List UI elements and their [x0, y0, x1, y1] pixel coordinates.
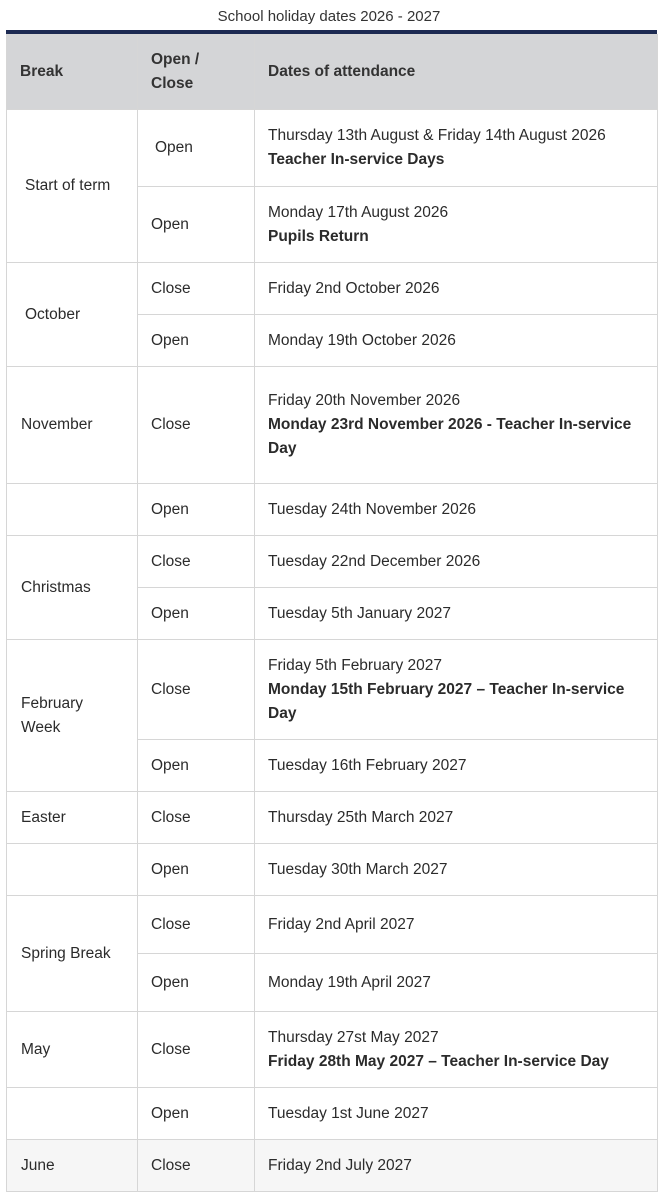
open-close-cell: Open: [138, 315, 255, 367]
dates-cell: [255, 110, 658, 187]
break-cell: February Week: [7, 640, 138, 792]
break-cell: [7, 484, 138, 536]
break-cell: May: [7, 1012, 138, 1088]
header-dates: Dates of attendance: [255, 35, 658, 110]
dates-cell: [255, 640, 658, 740]
table-row: [7, 367, 658, 484]
open-close-cell: Close: [138, 1012, 255, 1088]
dates-cell: Thursday 25th March 2027: [255, 792, 658, 844]
table-row: [7, 640, 658, 740]
dates-cell: Tuesday 16th February 2027: [255, 740, 658, 792]
open-close-cell: Close: [138, 896, 255, 954]
break-cell: November: [7, 367, 138, 484]
open-close-cell: Open: [138, 1088, 255, 1140]
date-note: Friday 28th May 2027 – Teacher In-service Day: [268, 1052, 609, 1070]
open-close-cell: Open: [138, 740, 255, 792]
date-text: Thursday 13th August & Friday 14th August 2026: [268, 127, 606, 144]
open-close-cell: Open: [138, 187, 255, 263]
break-cell: October: [7, 263, 138, 367]
table-row: [7, 792, 658, 844]
table-row: [7, 110, 658, 187]
table-row: [7, 484, 658, 536]
open-close-cell: Close: [138, 367, 255, 484]
table-caption: School holiday dates 2026 - 2027: [217, 8, 441, 25]
dates-cell: Tuesday 22nd December 2026: [255, 536, 658, 588]
date-note: Pupils Return: [268, 227, 369, 245]
open-close-cell: Close: [138, 640, 255, 740]
dates-cell: Friday 2nd July 2027: [255, 1140, 658, 1192]
date-text: Thursday 27st May 2027: [268, 1028, 439, 1046]
table-row: [7, 263, 658, 315]
dates-cell: [255, 367, 658, 484]
break-cell: June: [7, 1140, 138, 1192]
break-cell: [7, 1088, 138, 1140]
header-break: Break: [7, 35, 138, 110]
header-open-close-line-2: Close: [151, 75, 194, 92]
date-note: Teacher In-service Days: [268, 151, 445, 168]
break-cell: Start of term: [7, 110, 138, 263]
break-cell: [7, 844, 138, 896]
holiday-dates-table: [6, 34, 658, 1192]
dates-cell: Tuesday 5th January 2027: [255, 588, 658, 640]
dates-cell: Tuesday 24th November 2026: [255, 484, 658, 536]
dates-cell: Friday 2nd April 2027: [255, 896, 658, 954]
date-note: Monday 23rd November 2026 - Teacher In-service Day: [268, 416, 632, 457]
open-close-cell: Open: [138, 954, 255, 1012]
open-close-cell: Close: [138, 536, 255, 588]
open-close-cell: Open: [138, 484, 255, 536]
dates-cell: Friday 2nd October 2026: [255, 263, 658, 315]
table-row: [7, 896, 658, 954]
open-close-cell: Open: [138, 110, 255, 187]
table-row: [7, 844, 658, 896]
dates-cell: Monday 19th October 2026: [255, 315, 658, 367]
table-row: [7, 1140, 658, 1192]
dates-cell: Tuesday 30th March 2027: [255, 844, 658, 896]
date-note: Monday 15th February 2027 – Teacher In-service Day: [268, 680, 625, 722]
open-close-cell: Open: [138, 588, 255, 640]
header-open-close: [138, 35, 255, 110]
dates-cell: [255, 187, 658, 263]
date-text: Monday 17th August 2026: [268, 203, 449, 221]
date-text: Friday 20th November 2026: [268, 392, 461, 409]
header-open-close-line-1: Open /: [151, 51, 200, 68]
open-close-cell: Open: [138, 844, 255, 896]
table-row: [7, 1088, 658, 1140]
header-row: [7, 35, 658, 110]
break-cell: Spring Break: [7, 896, 138, 1012]
open-close-cell: Close: [138, 792, 255, 844]
holiday-table-container: [6, 30, 657, 1192]
break-cell: Easter: [7, 792, 138, 844]
dates-cell: Monday 19th April 2027: [255, 954, 658, 1012]
table-row: [7, 536, 658, 588]
dates-cell: [255, 1012, 658, 1088]
date-text: Friday 5th February 2027: [268, 656, 443, 674]
open-close-cell: Close: [138, 263, 255, 315]
break-cell: Christmas: [7, 536, 138, 640]
dates-cell: Tuesday 1st June 2027: [255, 1088, 658, 1140]
open-close-cell: Close: [138, 1140, 255, 1192]
table-row: [7, 1012, 658, 1088]
